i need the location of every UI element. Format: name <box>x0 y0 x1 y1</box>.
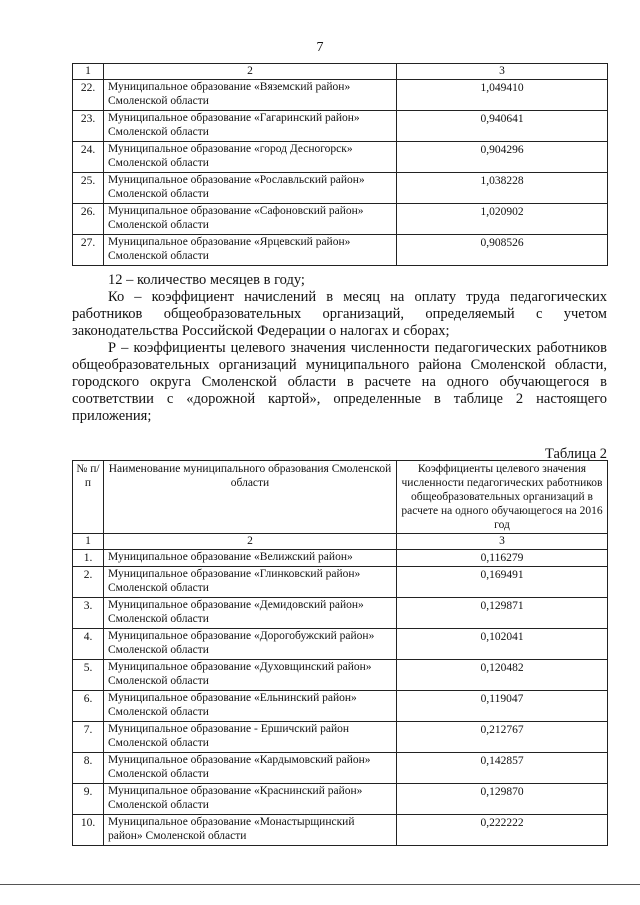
table-row <box>73 173 608 204</box>
table-row <box>73 691 608 722</box>
paragraph-p: Р – коэффициенты целевого значения численности педагогических работников общеобразовательных организаций муниципального района Смоленской области, городского округа Смоленской области в расчете на одного обучающегося в соответствии с «дорожной картой», определенные в таблице 2 настоящего приложения; <box>72 340 607 424</box>
table-row <box>73 815 608 846</box>
row-number: 26. <box>73 204 104 235</box>
municipality-name: Муниципальное образование «Ярцевский район» Смоленской области <box>104 235 397 266</box>
row-number: 2. <box>73 567 104 598</box>
municipality-name: Муниципальное образование «Сафоновский район» Смоленской области <box>104 204 397 235</box>
coefficients-table-2 <box>72 460 608 846</box>
footer-divider <box>0 884 640 885</box>
municipality-name: Муниципальное образование «Кардымовский район» Смоленской области <box>104 753 397 784</box>
coefficient-value: 0,212767 <box>397 722 608 753</box>
municipality-name: Муниципальное образование - Ершичский район Смоленской области <box>104 722 397 753</box>
coefficient-value: 1,049410 <box>397 80 608 111</box>
row-number: 4. <box>73 629 104 660</box>
header-coefficient: Коэффициенты целевого значения численности педагогических работников общеобразовательных организаций в расчете на одного обучающегося на 2016 год <box>397 461 608 534</box>
municipality-name: Муниципальное образование «Рославльский район» Смоленской области <box>104 173 397 204</box>
coefficient-value: 0,102041 <box>397 629 608 660</box>
municipality-name: Муниципальное образование «Демидовский район» Смоленской области <box>104 598 397 629</box>
table-row <box>73 629 608 660</box>
coefficient-value: 0,908526 <box>397 235 608 266</box>
table-caption: Таблица 2 <box>544 446 607 462</box>
row-number: 6. <box>73 691 104 722</box>
table-row <box>73 204 608 235</box>
table-row <box>73 142 608 173</box>
coefficient-value: 0,129871 <box>397 598 608 629</box>
table-row <box>73 235 608 266</box>
coefficient-value: 0,116279 <box>397 550 608 567</box>
coefficient-value: 1,020902 <box>397 204 608 235</box>
municipality-name: Муниципальное образование «Велижский район» <box>104 550 397 567</box>
municipality-name: Муниципальное образование «Вяземский район» Смоленской области <box>104 80 397 111</box>
paragraph-ko: Ко – коэффициент начислений в месяц на оплату труда педагогических работников общеобразовательных организаций, определяемый с учетом законодательства Российской Федерации о налогах и сборах; <box>72 289 607 339</box>
row-number: 3. <box>73 598 104 629</box>
table-row <box>73 567 608 598</box>
row-number: 5. <box>73 660 104 691</box>
index-cell: 2 <box>104 64 397 80</box>
table-row <box>73 722 608 753</box>
row-number: 22. <box>73 80 104 111</box>
row-number: 27. <box>73 235 104 266</box>
municipality-name: Муниципальное образование «Гагаринский район» Смоленской области <box>104 111 397 142</box>
municipality-name: Муниципальное образование «Краснинский район» Смоленской области <box>104 784 397 815</box>
row-number: 7. <box>73 722 104 753</box>
index-cell: 2 <box>104 534 397 550</box>
coefficient-value: 1,038228 <box>397 173 608 204</box>
table-row <box>73 753 608 784</box>
row-number: 24. <box>73 142 104 173</box>
row-number: 25. <box>73 173 104 204</box>
index-cell: 3 <box>397 64 608 80</box>
table-row <box>73 784 608 815</box>
table-row <box>73 111 608 142</box>
row-number: 23. <box>73 111 104 142</box>
table-row <box>73 660 608 691</box>
municipality-name: Муниципальное образование «Дорогобужский район» Смоленской области <box>104 629 397 660</box>
coefficient-value: 0,142857 <box>397 753 608 784</box>
coefficient-value: 0,129870 <box>397 784 608 815</box>
table-row <box>73 550 608 567</box>
municipality-name: Муниципальное образование «город Десногорск» Смоленской области <box>104 142 397 173</box>
index-cell: 3 <box>397 534 608 550</box>
coefficient-value: 0,222222 <box>397 815 608 846</box>
municipality-name: Муниципальное образование «Глинковский район» Смоленской области <box>104 567 397 598</box>
table-row <box>73 598 608 629</box>
row-number: 8. <box>73 753 104 784</box>
coefficient-value: 0,169491 <box>397 567 608 598</box>
row-number: 10. <box>73 815 104 846</box>
coefficients-table-continued <box>72 63 608 266</box>
column-index-row <box>73 64 608 80</box>
paragraph-months: 12 – количество месяцев в году; <box>108 272 305 288</box>
index-cell: 1 <box>73 64 104 80</box>
coefficient-value: 0,904296 <box>397 142 608 173</box>
table-row <box>73 80 608 111</box>
header-number: № п/п <box>73 461 104 534</box>
page-number: 7 <box>316 40 324 55</box>
table-header-row <box>73 461 608 534</box>
coefficient-value: 0,119047 <box>397 691 608 722</box>
municipality-name: Муниципальное образование «Ельнинский район» Смоленской области <box>104 691 397 722</box>
header-name: Наименование муниципального образования Смоленской области <box>104 461 397 534</box>
row-number: 1. <box>73 550 104 567</box>
row-number: 9. <box>73 784 104 815</box>
coefficient-value: 0,120482 <box>397 660 608 691</box>
body-text <box>72 272 607 425</box>
column-index-row <box>73 534 608 550</box>
municipality-name: Муниципальное образование «Духовщинский район» Смоленской области <box>104 660 397 691</box>
municipality-name: Муниципальное образование «Монастырщинский район» Смоленской области <box>104 815 397 846</box>
index-cell: 1 <box>73 534 104 550</box>
coefficient-value: 0,940641 <box>397 111 608 142</box>
